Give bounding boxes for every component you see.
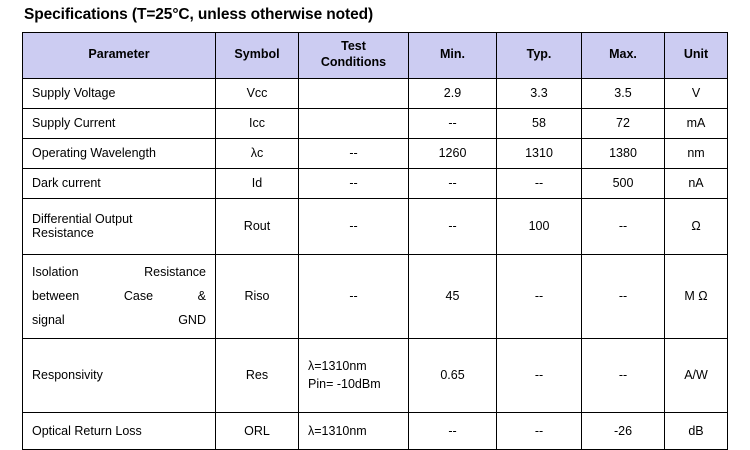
table-row — [23, 338, 728, 412]
cell-parameter: Responsivity — [23, 338, 216, 412]
column-header-test-conditions-line1: Test — [341, 39, 366, 54]
cell-typ: -- — [497, 338, 582, 412]
cell-conditions — [299, 108, 409, 138]
table-row — [23, 168, 728, 198]
cell-typ: 100 — [497, 198, 582, 254]
page-title: Specifications (T=25°C, unless otherwise noted) — [24, 6, 374, 23]
cell-parameter: Optical Return Loss — [23, 412, 216, 449]
cell-min: 45 — [409, 254, 497, 338]
cell-parameter-line3: signal GND — [32, 313, 206, 328]
column-header-test-conditions — [299, 32, 409, 78]
cell-parameter: Dark current — [23, 168, 216, 198]
table-header — [23, 32, 728, 78]
cell-parameter: Supply Current — [23, 108, 216, 138]
table-row — [23, 108, 728, 138]
cell-parameter-line1: Isolation Resistance — [32, 264, 206, 279]
column-header-typ: Typ. — [497, 32, 582, 78]
column-header-test-conditions-line2: Conditions — [320, 55, 387, 70]
cell-max: -- — [582, 338, 665, 412]
cell-conditions: λ=1310nm — [299, 412, 409, 449]
cell-conditions: -- — [299, 198, 409, 254]
cell-unit: Ω — [665, 198, 728, 254]
cell-symbol: Res — [216, 338, 299, 412]
cell-parameter — [23, 198, 216, 254]
specifications-table — [22, 32, 728, 450]
cell-unit: A/W — [665, 338, 728, 412]
cell-min: 0.65 — [409, 338, 497, 412]
cell-max: -- — [582, 198, 665, 254]
table-body — [23, 78, 728, 449]
cell-conditions: -- — [299, 138, 409, 168]
cell-max: 1380 — [582, 138, 665, 168]
cell-min: -- — [409, 168, 497, 198]
cell-typ: -- — [497, 412, 582, 449]
cell-conditions: -- — [299, 254, 409, 338]
cell-conditions — [299, 338, 409, 412]
cell-unit: V — [665, 78, 728, 108]
cell-typ: -- — [497, 254, 582, 338]
cell-symbol: Icc — [216, 108, 299, 138]
cell-symbol: Riso — [216, 254, 299, 338]
cell-symbol: ORL — [216, 412, 299, 449]
cell-max: 3.5 — [582, 78, 665, 108]
table-row — [23, 138, 728, 168]
cell-min: 1260 — [409, 138, 497, 168]
cell-unit: nA — [665, 168, 728, 198]
cell-conditions-line2: Pin= -10dBm — [308, 377, 381, 392]
cell-typ: 1310 — [497, 138, 582, 168]
cell-min: -- — [409, 198, 497, 254]
table-header-row — [23, 32, 728, 78]
cell-parameter: Supply Voltage — [23, 78, 216, 108]
column-header-parameter: Parameter — [23, 32, 216, 78]
cell-symbol: Id — [216, 168, 299, 198]
cell-conditions — [299, 78, 409, 108]
table-row — [23, 254, 728, 338]
column-header-unit: Unit — [665, 32, 728, 78]
table-row — [23, 78, 728, 108]
cell-symbol: Vcc — [216, 78, 299, 108]
column-header-min: Min. — [409, 32, 497, 78]
cell-min: -- — [409, 108, 497, 138]
cell-typ: -- — [497, 168, 582, 198]
cell-max: -- — [582, 254, 665, 338]
cell-symbol: Rout — [216, 198, 299, 254]
cell-conditions: -- — [299, 168, 409, 198]
column-header-symbol: Symbol — [216, 32, 299, 78]
table-row — [23, 412, 728, 449]
cell-symbol: λc — [216, 138, 299, 168]
cell-typ: 58 — [497, 108, 582, 138]
cell-parameter-line2: Resistance — [32, 226, 94, 241]
cell-max: 72 — [582, 108, 665, 138]
table-row — [23, 198, 728, 254]
cell-parameter-line1: Differential Output — [32, 212, 133, 227]
cell-max: 500 — [582, 168, 665, 198]
cell-parameter: Operating Wavelength — [23, 138, 216, 168]
column-header-max: Max. — [582, 32, 665, 78]
cell-conditions-line1: λ=1310nm — [308, 359, 367, 374]
cell-unit: dB — [665, 412, 728, 449]
cell-parameter-line2: between Case & — [32, 288, 206, 303]
cell-unit: nm — [665, 138, 728, 168]
cell-unit: M Ω — [665, 254, 728, 338]
cell-parameter — [23, 254, 216, 338]
cell-min: -- — [409, 412, 497, 449]
cell-max: -26 — [582, 412, 665, 449]
cell-min: 2.9 — [409, 78, 497, 108]
cell-unit: mA — [665, 108, 728, 138]
cell-typ: 3.3 — [497, 78, 582, 108]
